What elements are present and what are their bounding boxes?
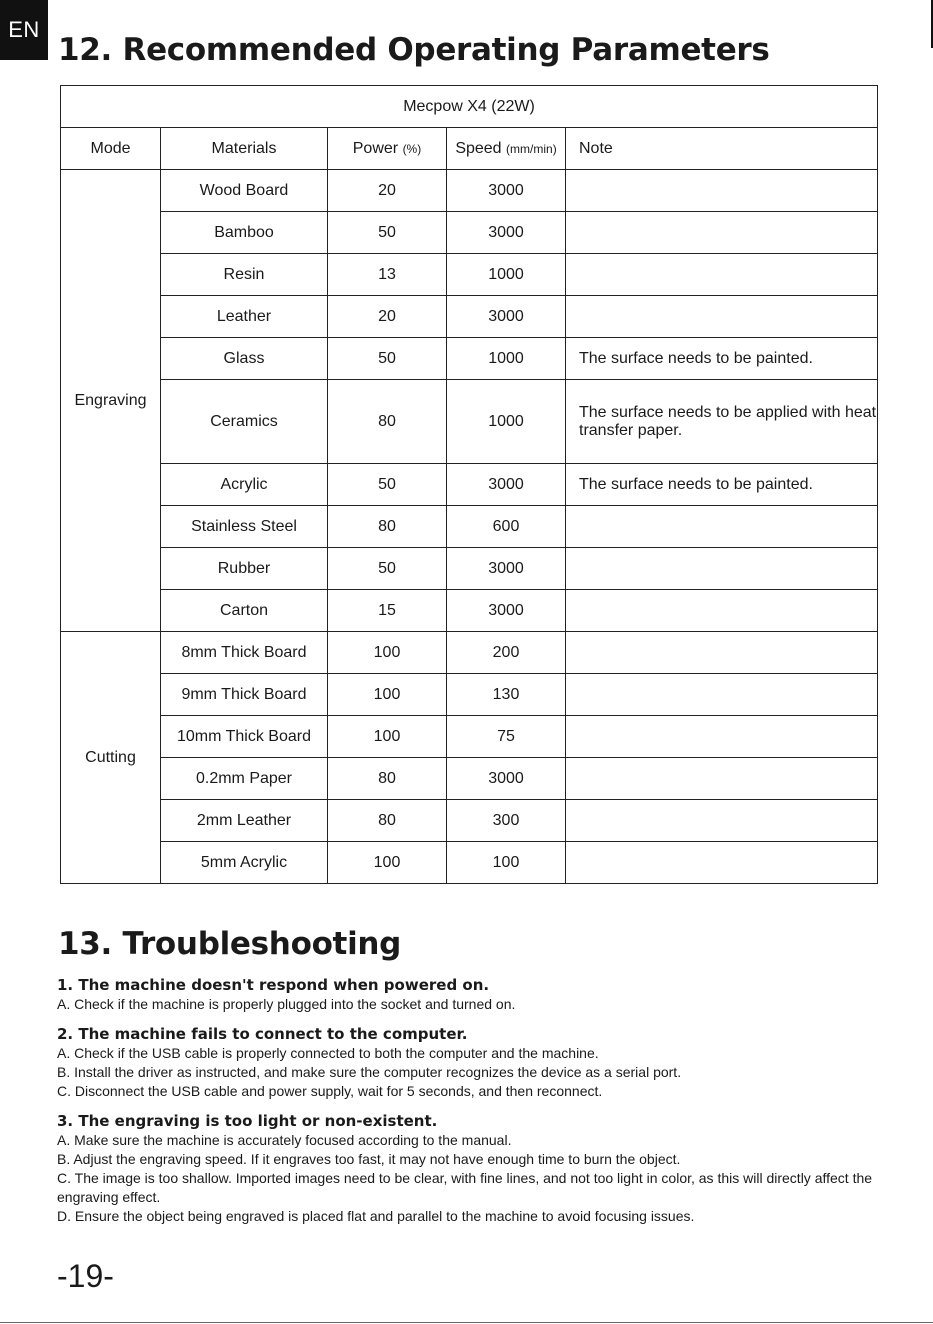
table-row [61,170,878,212]
material-cell: Resin [161,254,328,296]
trouble-answer: A. Check if the USB cable is properly connected to both the computer and the machine. [57,1045,599,1061]
power-cell: 80 [328,758,447,800]
note-cell [566,758,878,800]
section-13-title: 13. Troubleshooting [58,926,402,962]
page-number: -19- [57,1258,114,1294]
material-cell: Ceramics [161,380,328,464]
power-cell: 100 [328,842,447,884]
table-caption: Mecpow X4 (22W) [61,86,878,128]
header-speed [447,128,566,170]
power-cell: 100 [328,632,447,674]
speed-cell: 130 [447,674,566,716]
header-power [328,128,447,170]
power-cell: 50 [328,338,447,380]
material-cell: Stainless Steel [161,506,328,548]
header-note: Note [566,128,878,170]
table-row [61,464,878,506]
speed-cell: 1000 [447,254,566,296]
trouble-question: 1. The machine doesn't respond when powered on. [57,976,490,994]
speed-cell: 1000 [447,380,566,464]
power-cell: 13 [328,254,447,296]
note-cell [566,716,878,758]
material-cell: 10mm Thick Board [161,716,328,758]
material-cell: 0.2mm Paper [161,758,328,800]
speed-cell: 3000 [447,170,566,212]
note-cell: The surface needs to be applied with heat transfer paper. [566,380,878,464]
speed-cell: 3000 [447,464,566,506]
table-row [61,212,878,254]
note-cell [566,632,878,674]
header-speed-unit: (mm/min) [506,141,557,156]
material-cell: 9mm Thick Board [161,674,328,716]
trouble-item [57,976,877,1014]
trouble-answer: D. Ensure the object being engraved is placed flat and parallel to the machine to avoid focusing issues. [57,1208,695,1224]
trouble-question: 2. The machine fails to connect to the computer. [57,1025,468,1043]
power-cell: 50 [328,548,447,590]
table-row [61,716,878,758]
operating-parameters-table [60,85,878,884]
trouble-answer: A. Make sure the machine is accurately focused according to the manual. [57,1132,512,1148]
note-cell [566,254,878,296]
note-cell [566,296,878,338]
material-cell: Wood Board [161,170,328,212]
speed-cell: 600 [447,506,566,548]
note-cell [566,212,878,254]
material-cell: Carton [161,590,328,632]
header-power-unit: (%) [402,141,422,156]
trouble-item [57,1112,877,1226]
speed-cell: 3000 [447,758,566,800]
page-bottom-rule [0,1322,933,1323]
note-cell [566,548,878,590]
power-cell: 15 [328,590,447,632]
material-cell: Leather [161,296,328,338]
trouble-question: 3. The engraving is too light or non-existent. [57,1112,438,1130]
material-cell: 2mm Leather [161,800,328,842]
note-cell [566,674,878,716]
power-cell: 20 [328,296,447,338]
speed-cell: 75 [447,716,566,758]
note-cell [566,800,878,842]
table-row [61,590,878,632]
table-row [61,296,878,338]
note-cell [566,170,878,212]
note-cell [566,506,878,548]
speed-cell: 3000 [447,590,566,632]
trouble-answer: A. Check if the machine is properly plugged into the socket and turned on. [57,996,516,1012]
speed-cell: 3000 [447,548,566,590]
material-cell: 5mm Acrylic [161,842,328,884]
table-row [61,338,878,380]
speed-cell: 100 [447,842,566,884]
trouble-answer: C. The image is too shallow. Imported images need to be clear, with fine lines, and not too light in color, as this will directly affect the engraving effect. [57,1170,873,1205]
trouble-answer: C. Disconnect the USB cable and power supply, wait for 5 seconds, and then reconnect. [57,1083,603,1099]
speed-cell: 3000 [447,212,566,254]
material-cell: Rubber [161,548,328,590]
power-cell: 80 [328,506,447,548]
table-row [61,548,878,590]
header-materials: Materials [161,128,328,170]
table-row [61,254,878,296]
material-cell: 8mm Thick Board [161,632,328,674]
section-12-title: 12. Recommended Operating Parameters [58,32,770,68]
speed-cell: 300 [447,800,566,842]
material-cell: Bamboo [161,212,328,254]
language-tab: EN [0,0,48,60]
table-row [61,674,878,716]
material-cell: Acrylic [161,464,328,506]
header-mode: Mode [61,128,161,170]
speed-cell: 1000 [447,338,566,380]
trouble-answer: B. Install the driver as instructed, and make sure the computer recognizes the device as a serial port. [57,1064,682,1080]
table-row [61,842,878,884]
mode-cell: Cutting [61,632,161,884]
note-cell: The surface needs to be painted. [566,464,878,506]
power-cell: 100 [328,716,447,758]
power-cell: 50 [328,212,447,254]
table-row [61,632,878,674]
speed-cell: 3000 [447,296,566,338]
table-row [61,758,878,800]
power-cell: 80 [328,380,447,464]
material-cell: Glass [161,338,328,380]
note-cell [566,842,878,884]
note-cell [566,590,878,632]
mode-cell: Engraving [61,170,161,632]
power-cell: 80 [328,800,447,842]
header-power-label: Power [352,139,399,157]
power-cell: 20 [328,170,447,212]
troubleshooting-list [57,976,877,1237]
trouble-answer: B. Adjust the engraving speed. If it engraves too fast, it may not have enough time to burn the object. [57,1151,681,1167]
table-row [61,380,878,464]
power-cell: 100 [328,674,447,716]
power-cell: 50 [328,464,447,506]
header-speed-label: Speed [455,139,502,157]
trouble-item [57,1025,877,1101]
table-row [61,506,878,548]
table-header-row [61,128,878,170]
speed-cell: 200 [447,632,566,674]
note-cell: The surface needs to be painted. [566,338,878,380]
table-row [61,800,878,842]
